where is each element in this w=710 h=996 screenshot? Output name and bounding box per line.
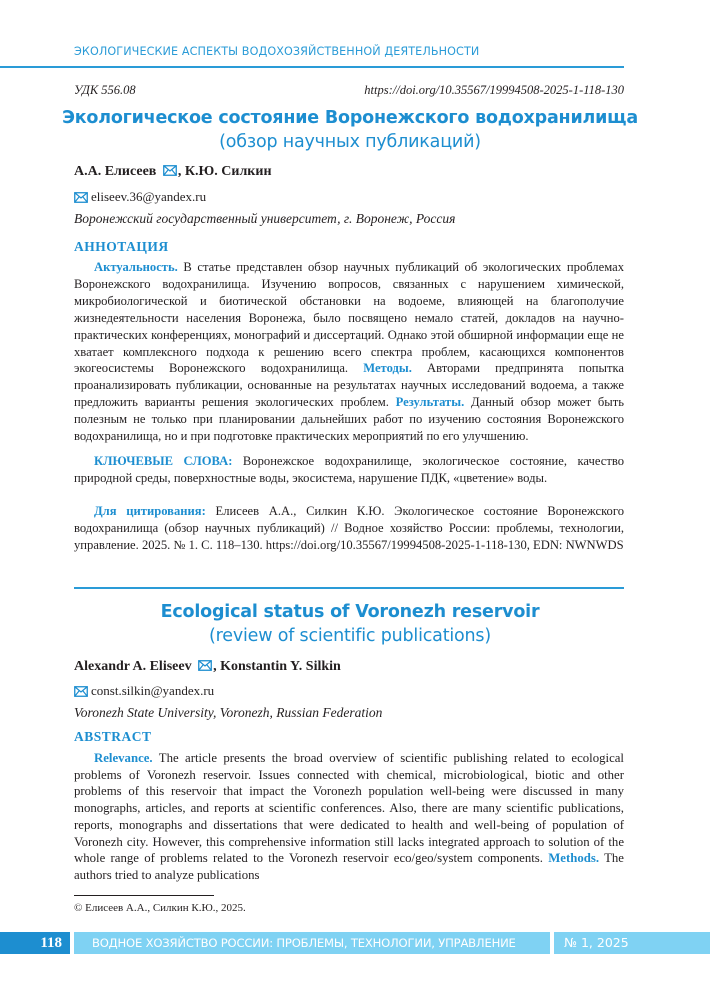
doi-link[interactable]: https://doi.org/10.35567/19994508-2025-1-118-130 (364, 83, 624, 97)
en-authors (74, 659, 341, 675)
ru-relevance-label: Актуальность. (94, 260, 178, 274)
footnote-rule (74, 895, 214, 896)
ru-title-block (60, 106, 640, 154)
ru-citation-text: Елисеев А.А., Силкин К.Ю. Экологическое состояние Воронежского водохранилища (обзор научных публикаций) // Водное хозяйство России: проблемы, технологии, управление. 2025. № 1. С. 118–130. https://doi.org/10.35567/19994508-2025-1-118-130, EDN: NWNWDS (74, 504, 624, 552)
ru-affiliation: Воронежский государственный университет, г. Воронеж, Россия (74, 211, 456, 226)
ru-keywords-label: КЛЮЧЕВЫЕ СЛОВА: (94, 454, 233, 468)
ru-results-label: Результаты. (395, 395, 465, 410)
ru-citation-label: Для цитирования: (94, 504, 206, 518)
ru-results-text: Данный обзор может быть полезным не только при планировании дальнейших работ по изучению состояния Воронежского водохранилища, но и при подготовке практических мероприятий по его улучшению. (74, 395, 624, 444)
en-email[interactable]: const.silkin@yandex.ru (91, 683, 215, 698)
en-affiliation: Voronezh State University, Voronezh, Russian Federation (74, 705, 383, 720)
page-number: 118 (0, 932, 70, 954)
mail-icon[interactable] (163, 165, 177, 176)
ru-abstract-heading: АННОТАЦИЯ (74, 239, 169, 254)
mail-icon (74, 686, 88, 697)
ru-author-2: , К.Ю. Силкин (177, 164, 272, 179)
mail-icon[interactable] (198, 660, 212, 671)
en-methods-text: The authors tried to analyze publications (74, 851, 624, 882)
copyright-note: © Елисеев А.А., Силкин К.Ю., 2025. (74, 902, 246, 914)
issue-number: № 1, 2025 (554, 932, 710, 954)
en-author-1: Alexandr A. Eliseev (74, 659, 192, 674)
en-relevance-label: Relevance. (94, 751, 153, 765)
en-author-2: , Konstantin Y. Silkin (213, 659, 341, 674)
ru-methods-text: Авторами предпринята попытка проанализировать публикации, основанные на результатах научных исследований водоема, а также предложить варианты решения экологических проблем. (74, 361, 624, 410)
ru-keywords (74, 453, 624, 487)
en-relevance-text: The article presents the broad overview of scientific publishing related to ecological problems of Voronezh reservoir. Issues connected with chemical, microbiological, biotic and other problems of this reservoir that impact the Voronezh population well-being were discussed in many monographs, articles, and reports at scientific conferences. Also, there are many scientific publications, reports, monographs and dissertations that were dedicated to health and well-being of population of Voronezh city. However, this comprehensive information still lacks integrated approach to solution of the whole range of problems related to the Voronezh reservoir eco/geo/system components. (74, 751, 624, 866)
ru-email-line (74, 189, 206, 205)
ru-email[interactable]: eliseev.36@yandex.ru (91, 189, 207, 204)
ru-abstract-text (74, 259, 624, 445)
ru-subtitle: (обзор научных публикаций) (219, 132, 481, 152)
ru-authors (74, 164, 272, 180)
journal-name: ВОДНОЕ ХОЗЯЙСТВО РОССИИ: ПРОБЛЕМЫ, ТЕХНОЛОГИИ, УПРАВЛЕНИЕ (74, 932, 550, 954)
section-divider (74, 587, 624, 589)
udk-code: УДК 556.08 (74, 83, 136, 97)
en-email-line (74, 683, 214, 699)
ru-relevance-text: В статье представлен обзор научных публикаций об экологических проблемах Воронежского водохранилища. Изучению вопросов, связанных с нарушением химической, микробиологической и биотической обстановки на водоеме, влияющей на благополучие жизнедеятельности населения Воронежа, было посвящено немало статей, докладов на научно-практических конференциях, монографий и диссертаций. Однако этой обширной информации еще не хватает комплексного подхода к решению всего спектра проблем, касающихся компонентов экогеосистемы Воронежского водохранилища. (74, 260, 624, 376)
running-head-rule (0, 66, 624, 68)
ru-author-1: А.А. Елисеев (74, 164, 157, 179)
ru-keywords-text: Воронежское водохранилище, экологическое состояние, качество природной среды, поверхностные воды, экосистема, нарушение ПДК, «цветение» воды. (74, 454, 624, 485)
en-methods-label: Methods. (548, 851, 600, 866)
ru-citation (74, 503, 624, 554)
en-abstract-heading: ABSTRACT (74, 729, 152, 744)
en-abstract-text (74, 750, 624, 884)
ru-methods-label: Методы. (363, 361, 412, 376)
en-title: Ecological status of Voronezh reservoir (160, 602, 540, 622)
en-title-block (60, 600, 640, 648)
mail-icon (74, 192, 88, 203)
ru-title: Экологическое состояние Воронежского водохранилища (62, 108, 638, 128)
en-subtitle: (review of scientific publications) (209, 626, 491, 646)
running-head-section: ЭКОЛОГИЧЕСКИЕ АСПЕКТЫ ВОДОХОЗЯЙСТВЕННОЙ ДЕЯТЕЛЬНОСТИ (74, 45, 480, 58)
